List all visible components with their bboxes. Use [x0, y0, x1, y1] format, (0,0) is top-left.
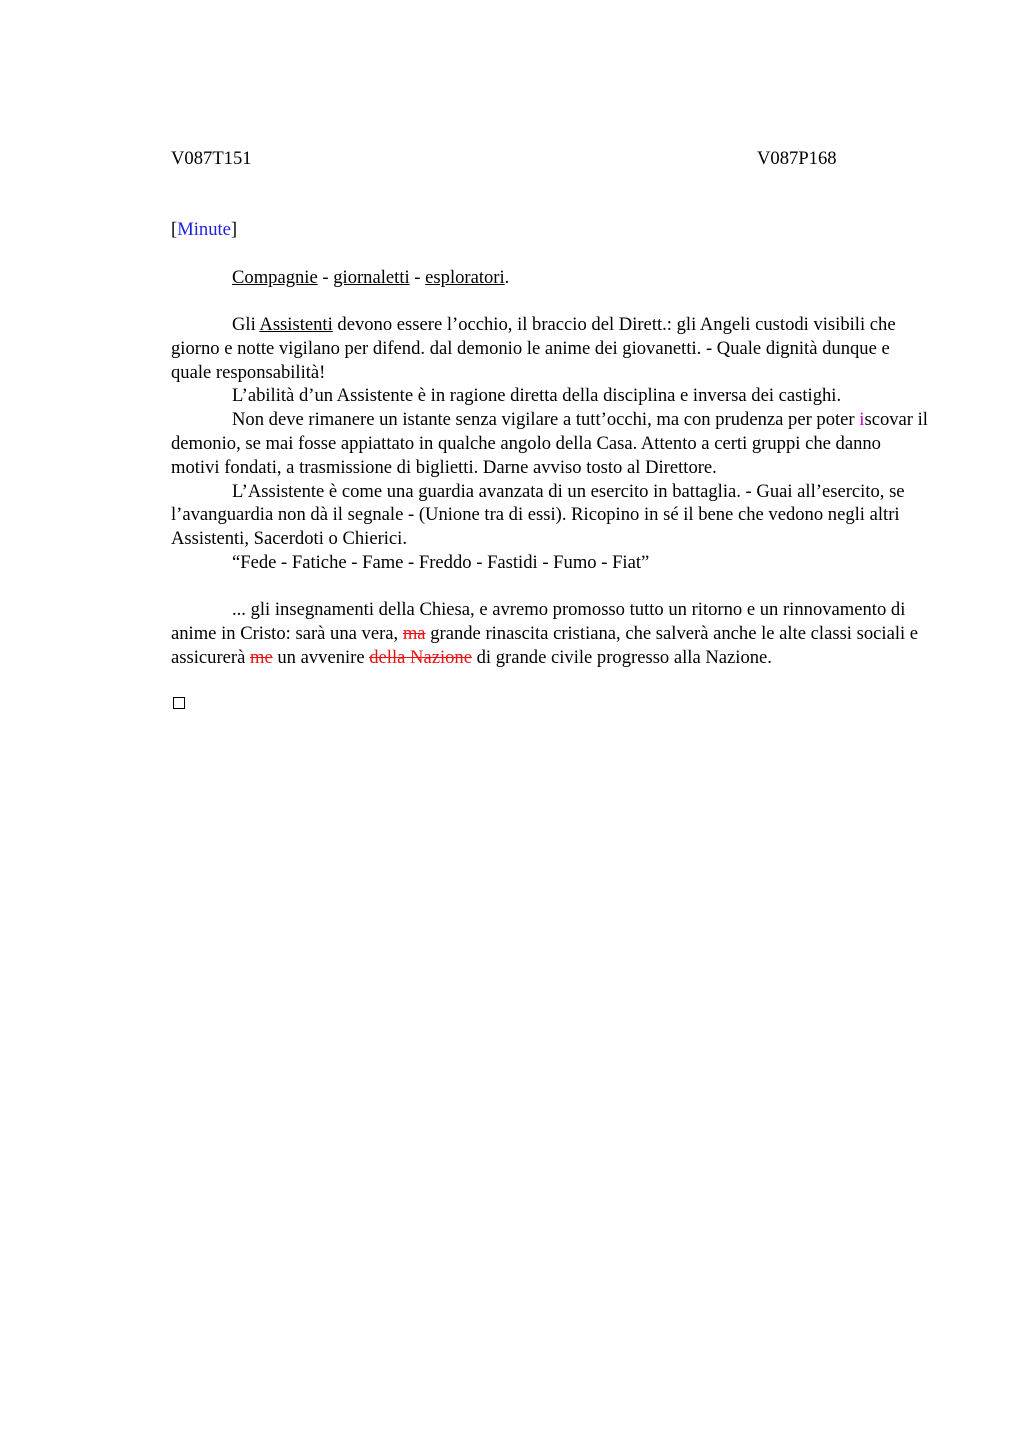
paragraph-guardia: L’Assistente è come una guardia avanzata di un esercito in battaglia. - Guai all’esercito, se l’avanguardia non dà il segnale - (Unione tra di essi). Ricopino in sé il bene che vedono negli altri Assistenti, Sacerdoti o Chierici.	[171, 480, 905, 550]
paragraph-text: di grande civile progresso alla Nazione.	[471, 646, 772, 668]
deleted-word: ma	[402, 622, 426, 644]
subject-item-compagnie: Compagnie	[232, 267, 318, 288]
subject-separator: -	[317, 267, 334, 288]
paragraph-text: Gli	[232, 314, 260, 335]
subject-item-esploratori: esploratori	[425, 267, 505, 288]
bracket-close: ]	[230, 219, 238, 240]
subject-end: .	[504, 267, 510, 288]
paragraph-chiesa	[171, 598, 933, 669]
paragraph-text: devono essere l’occhio, il braccio del Dirett.: gli Angeli custodi visibili che giorno e notte vigilano per difend. dal demonio le anime dei giovanetti. - Quale dignità dunque e quale responsabilità!	[171, 314, 896, 383]
section-tag	[171, 218, 237, 242]
section-label: Minute	[177, 219, 231, 240]
subject-separator: -	[409, 267, 426, 288]
body-text	[171, 313, 933, 575]
paragraph-vigilanza	[171, 408, 933, 479]
subject-item-giornaletti: giornaletti	[333, 267, 410, 288]
paragraph-text: un avvenire	[272, 646, 370, 668]
paragraph-text: ... gli insegnamenti della Chiesa, e avremo promosso tutto un ritorno e un rinnovamento di anime in Cristo: sarà una vera,	[171, 599, 906, 644]
paragraph-text: Non deve rimanere un istante senza vigilare a tutt’occhi, ma con prudenza per poter	[232, 409, 860, 431]
bracket-open: [	[171, 219, 178, 240]
deleted-word: me	[249, 646, 273, 668]
paragraph-abilita: L’abilità d’un Assistente è in ragione diretta della disciplina e inversa dei castighi.	[232, 385, 842, 407]
deleted-phrase: della Nazione	[369, 646, 472, 668]
document-code-right: V087P168	[757, 148, 837, 169]
inserted-letter: i	[859, 409, 865, 431]
paragraph-text: scovar il demonio, se mai fosse appiattato in qualche angolo della Casa. Attento a certi gruppi che danno motivi fondati, a trasmissione di biglietti. Darne avviso tosto al Direttore.	[171, 409, 928, 478]
paragraph-text: grande rinascita cristiana, che salverà anche le alte classi sociali e assicurerà	[171, 622, 919, 668]
paragraph-assistenti	[171, 313, 933, 384]
closing-text	[171, 598, 933, 669]
underlined-word: Assistenti	[259, 314, 333, 335]
subject-line	[232, 266, 509, 290]
paragraph-motto: “Fede - Fatiche - Fame - Freddo - Fastidi - Fumo - Fiat”	[232, 551, 650, 573]
empty-square-icon	[173, 697, 185, 709]
document-code-left: V087T151	[171, 148, 252, 169]
